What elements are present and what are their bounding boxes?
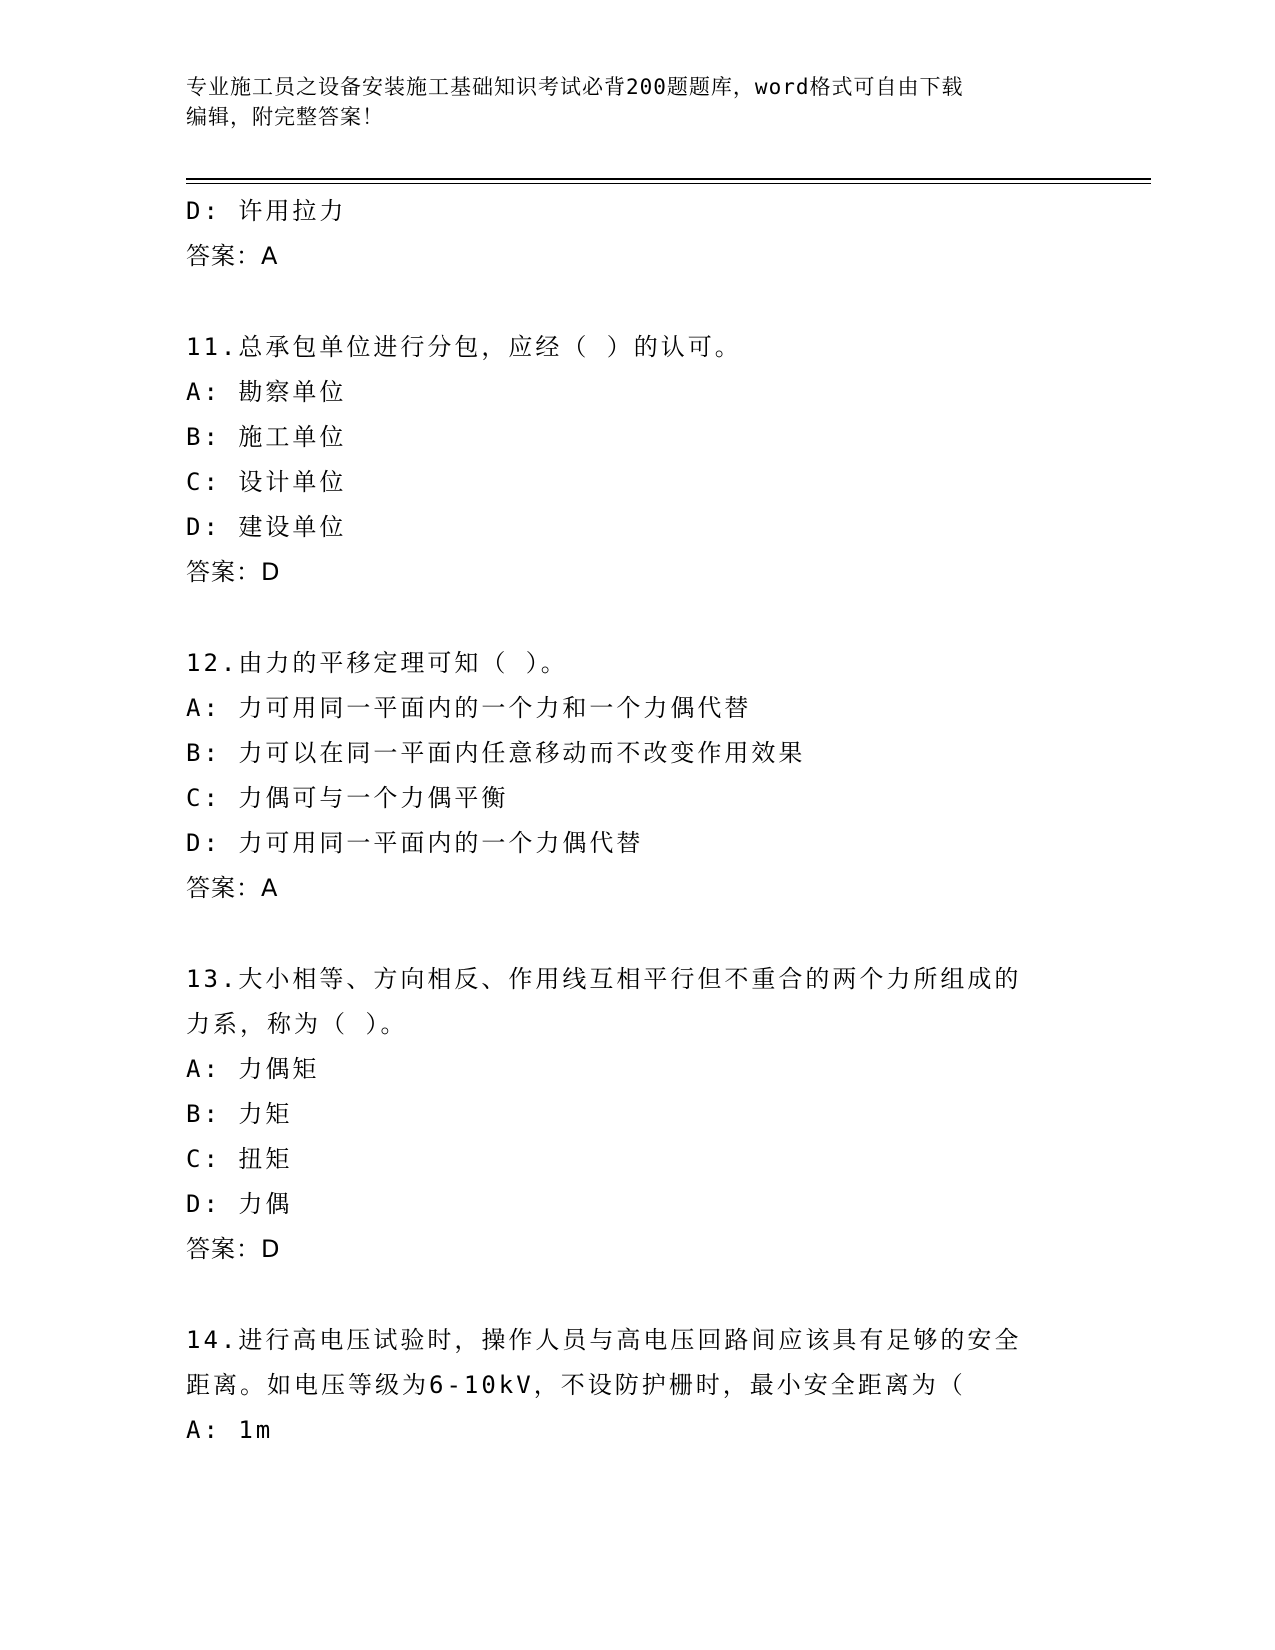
option-b: B: 力矩 [186,1100,293,1128]
option-b: B: 力可以在同一平面内任意移动而不改变作用效果 [186,739,806,767]
question-11 [186,325,1086,595]
page-header [186,72,1086,132]
option-d: D: 许用拉力 [186,197,347,225]
option-a: A: 1m [186,1416,274,1444]
question-10 [186,189,1086,279]
question-text-line2: 力系，称为（ ）。 [186,1010,408,1038]
header-divider-thin [186,183,1151,184]
question-14 [186,1318,1086,1453]
header-divider-thick [186,178,1151,180]
option-c: C: 设计单位 [186,468,347,496]
option-b: B: 施工单位 [186,423,347,451]
question-13 [186,957,1086,1272]
question-text-line1: 13.大小相等、方向相反、作用线互相平行但不重合的两个力所组成的 [186,965,1022,993]
answer-label: 答案：D [186,1235,281,1263]
option-c: C: 力偶可与一个力偶平衡 [186,784,509,812]
answer-label: 答案：A [186,242,279,270]
option-a: A: 勘察单位 [186,378,347,406]
option-c: C: 扭矩 [186,1145,293,1173]
question-12 [186,641,1086,911]
question-list [186,189,1086,1453]
question-text: 11.总承包单位进行分包，应经（ ）的认可。 [186,333,742,361]
option-d: D: 力偶 [186,1190,293,1218]
option-d: D: 建设单位 [186,513,347,541]
answer-label: 答案：A [186,874,279,902]
answer-label: 答案：D [186,558,281,586]
question-text-line2: 距离。如电压等级为6-10kV，不设防护栅时，最小安全距离为（ [186,1371,966,1399]
header-title-line1: 专业施工员之设备安装施工基础知识考试必背200题题库，word格式可自由下载 [186,75,964,99]
header-title-line2: 编辑，附完整答案！ [186,105,384,129]
option-a: A: 力偶矩 [186,1055,320,1083]
question-text: 12.由力的平移定理可知（ ）。 [186,649,568,677]
option-d: D: 力可用同一平面内的一个力偶代替 [186,829,644,857]
option-a: A: 力可用同一平面内的一个力和一个力偶代替 [186,694,752,722]
question-text-line1: 14.进行高电压试验时，操作人员与高电压回路间应该具有足够的安全 [186,1326,1022,1354]
